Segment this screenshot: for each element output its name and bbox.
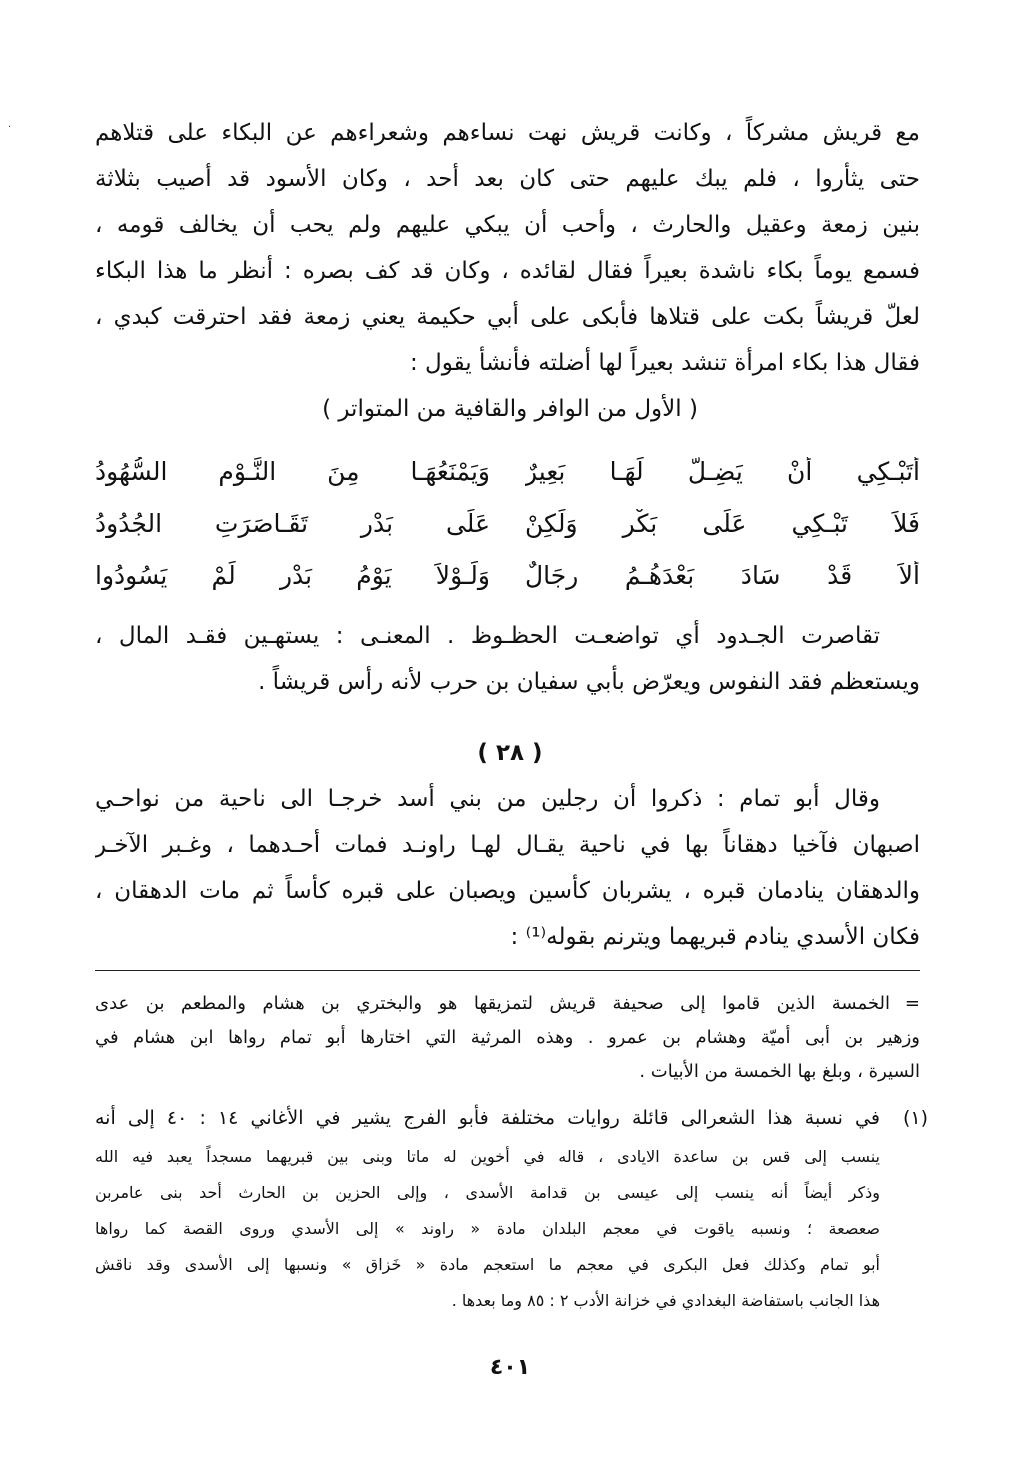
meter-note: ( الأول من الوافر والقافية من المتواتر ) (322, 396, 698, 422)
footnote-line: وذكر أيضاً أنه ينسب إلى عيسى بن قدامة الأسدى ، وإلى الحزين بن الحارث أحد بنى عامربن (95, 1183, 880, 1202)
verse-first-hemistich: أَلاَ قَدْ سَادَ بَعْدَهُـمُ رِجَالٌ (525, 560, 920, 590)
poem-verse (95, 498, 920, 548)
paragraph-line: بنين زمعة وعقيل والحارث ، وأحب أن يبكي عليهم ولم يحب أن يخالف قومه ، (95, 212, 920, 238)
explanation-line: ويستعظم فقد النفوس ويعرّض بأبي سفيان بن حرب لأنه رأس قريشاً . (258, 669, 920, 695)
footnote-line: أبو تمام وكذلك فعل البكرى في معجم ما استعجم مادة « خَزاق » ونسبها إلى الأسدى وقد ناقش (95, 1255, 880, 1274)
paragraph-line: مع قريش مشركاً ، وكانت قريش نهت نساءهم وشعراءهم عن البكاء على قتلاهم (95, 120, 920, 146)
footnote-continuation-marker: = (904, 993, 920, 1014)
footnote-line: في نسبة هذا الشعرالى قائلة روايات مختلفة فأبو الفرج يشير في الأغاني ١٤ : ٤٠ إلى أنه (95, 1107, 880, 1129)
footnote-line: الخمسة الذين قاموا إلى صحيفة قريش لتمزيقها هو والبختري بن هشام والمطعم بن عدى (95, 993, 890, 1014)
paragraph-line: والدهقان ينادمان قبره ، يشربان كأسين ويصبان على قبره كأساً ثم مات الدهقان ، (95, 878, 920, 904)
page-number: ٤٠١ (489, 1355, 531, 1380)
footnote-marker: (١) (902, 1107, 928, 1129)
paragraph-line: فقال هذا بكاء امرأة تنشد بعيراً لها أضلته فأنشأ يقول : (410, 350, 920, 376)
verse-second-hemistich: عَلَى بَدْرٍ تَقَـاصَرَتِ الجُدُودُ (95, 508, 490, 538)
poem-verse (95, 446, 920, 496)
footnote-line: صعصعة ؛ ونسبه ياقوت في معجم البلدان مادة « راوند » إلى الأسدي وروى القصة كما رواها (95, 1219, 880, 1238)
paragraph-line: لعلّ قريشاً بكت على قتلاها فأبكى على أبي حكيمة يعني زمعة فقد احترقت كبدي ، (95, 304, 920, 330)
paragraph-line: حتى يثأروا ، فلم يبك عليهم حتى كان بعد أحد ، وكان الأسود قد أصيب بثلاثة (95, 166, 920, 192)
verse-first-hemistich: أَتَبْـكِي أَنْ يَضِـلَّ لَهَـا بَعِيرٌ (525, 456, 920, 486)
footnote-separator (95, 970, 920, 971)
paragraph-line: اصبهان فآخيا دهقاناً بها في ناحية يقـال لهـا راونـد فمات أحـدهما ، وغـبر الآخـر (95, 832, 920, 858)
paragraph-line: فكان الأسدي ينادم قبريهما ويترنم بقوله⁽¹⁾ : (510, 924, 920, 950)
poem-verse (95, 550, 920, 600)
footnote-line: السيرة ، وبلغ بها الخمسة من الأبيات . (639, 1061, 920, 1082)
margin-tick: · (8, 122, 12, 133)
footnote-line: ينسب إلى قس بن ساعدة الايادى ، قاله في أخوين له ماتا وبنى بين قبريهما مسجداً يعبد فيه الله (95, 1147, 880, 1166)
footnote-line: وزهير بن أبى أميّة وهشام بن عمرو . وهذه المرثية التي اختارها أبو تمام رواها ابن هشام في (95, 1027, 920, 1048)
section-number: ( ٢٨ ) (477, 740, 543, 766)
footnote-line: هذا الجانب باستفاضة البغدادي في خزانة الأدب ٢ : ٨٥ وما بعدها . (451, 1291, 880, 1310)
verse-second-hemistich: وَلَـوْلاَ يَوْمُ بَدْرٍ لَمْ يَسُودُوا (95, 560, 490, 590)
verse-second-hemistich: وَيَمْنَعُهَـا مِنَ النَّـوْمِ السُّهُودُ (95, 456, 490, 486)
verse-first-hemistich: فَلاَ تَبْـكِي عَلَى بَكْرٍ وَلَكِنْ (525, 508, 920, 538)
paragraph-line: وقال أبو تمام : ذكروا أن رجلين من بني أسد خرجـا الى ناحية من نواحـي (95, 786, 880, 812)
explanation-line: تقاصرت الجـدود أي تواضعـت الحظـوظ . المعنـى : يستهـين فقـد المال ، (95, 623, 880, 649)
paragraph-line: فسمع يوماً بكاء ناشدة بعيراً فقال لقائده ، وكان قد كف بصره : أنظر ما هذا البكاء (95, 258, 920, 284)
